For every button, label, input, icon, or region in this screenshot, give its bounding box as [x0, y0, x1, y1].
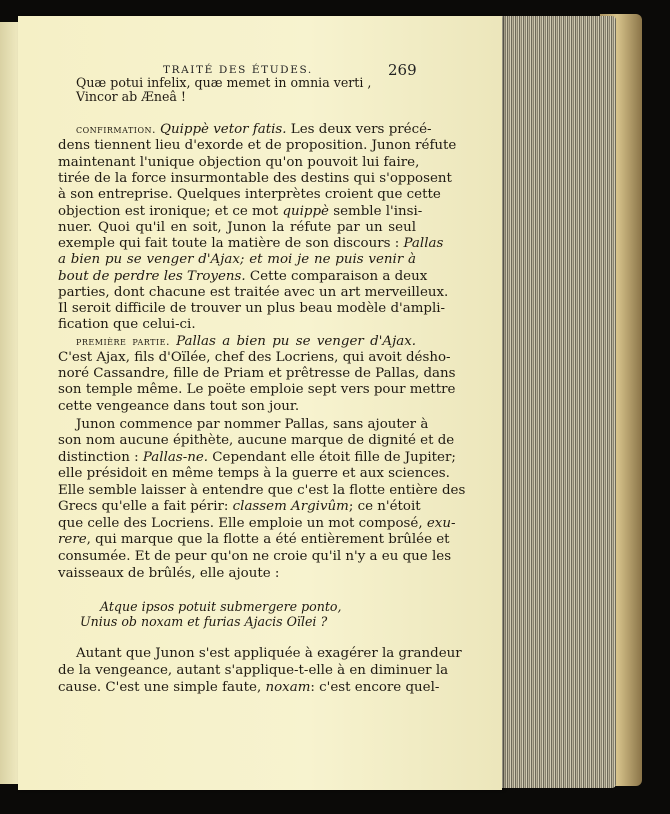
text-line — [58, 465, 450, 483]
text-segment: : c'est encore quel- — [310, 680, 440, 695]
text-segment: Cette comparaison a deux — [245, 269, 428, 284]
italic-text: quippè — [282, 204, 329, 219]
text-segment: noré Cassandre, fille de Priam et prêtresse de Pallas, dans — [58, 366, 456, 381]
text-line — [58, 548, 452, 566]
text-line — [80, 613, 327, 631]
italic-text: rere — [58, 532, 87, 547]
text-line — [58, 679, 440, 697]
text-segment: semble l'insi- — [328, 204, 423, 219]
text-segment: Elle semble laisser à entendre que c'est la flotte entière des — [58, 483, 466, 498]
italic-text: Quippè vetor fatis. — [160, 122, 291, 137]
italic-text: a bien pu se venger d'Ajax; et moi je ne puis venir à — [58, 252, 416, 267]
italic-text: bout de perdre les Troyens. — [58, 269, 246, 284]
text-line — [58, 398, 416, 416]
text-segment: tirée de la force insurmontable des destins qui s'opposent — [58, 171, 452, 186]
text-line — [58, 186, 441, 204]
text-line — [58, 662, 449, 680]
book-page — [18, 16, 502, 790]
text-line — [58, 498, 421, 516]
text-segment: Les deux vers précé- — [290, 122, 432, 137]
text-segment: cette vengeance dans tout son jour. — [58, 399, 300, 414]
text-segment: , qui marque que la flotte a été entièrement brûlée et — [86, 532, 450, 547]
page-number: 269 — [388, 61, 417, 79]
text-segment: dens tiennent lieu d'exorde et de proposition. Junon réfute — [58, 138, 457, 153]
small-caps-heading: première partie. — [76, 335, 177, 348]
running-title: TRAITÉ DES ÉTUDES. — [163, 64, 313, 76]
small-caps-heading: confirmation. — [76, 123, 160, 136]
text-segment: exemple qui fait toute la matière de son discours : — [58, 236, 404, 251]
italic-text: Atque ipsos potuit submergere ponto, — [100, 599, 342, 614]
text-line — [58, 565, 416, 583]
text-segment: que celle des Locriens. Elle emploie un mot composé, — [58, 516, 427, 531]
text-segment: son temple même. Le poëte emploie sept vers pour mettre — [58, 382, 456, 397]
italic-text: Pallas a bien pu se venger d'Ajax. — [176, 334, 417, 349]
text-segment: fication que celui-ci. — [58, 317, 196, 332]
text-segment: elle présidoit en même temps à la guerre et aux sciences. — [58, 466, 450, 481]
text-segment: Quæ potui infelix, quæ memet in omnia verti , — [76, 75, 372, 90]
text-segment: Vincor ab Æneâ ! — [76, 89, 186, 104]
text-line — [58, 531, 450, 549]
text-segment: consumée. Et de peur qu'on ne croie qu'il n'y a eu que les — [58, 549, 452, 564]
text-segment: à son entreprise. Quelques interprètes croient que cette — [58, 187, 441, 202]
text-segment: Junon commence par nommer Pallas, sans ajouter à — [76, 417, 429, 432]
text-line — [58, 381, 456, 399]
text-line — [58, 137, 457, 155]
text-segment: Grecs qu'elle a fait périr: — [58, 499, 233, 514]
italic-text: exu- — [426, 516, 456, 531]
text-segment: de la vengeance, autant s'applique-t-elle à en diminuer la — [58, 663, 449, 678]
text-line — [76, 645, 462, 663]
text-segment: distinction : — [58, 450, 143, 465]
text-segment: son nom aucune épithète, aucune marque de dignité et de — [58, 433, 455, 448]
text-segment: Autant que Junon s'est appliquée à exagérer la grandeur — [76, 646, 462, 661]
text-line — [76, 88, 416, 106]
text-segment: vaisseaux de brûlés, elle ajoute : — [58, 566, 280, 581]
text-line — [58, 251, 416, 269]
text-segment: parties, dont chacune est traitée avec un art merveilleux. — [58, 285, 449, 300]
text-segment: objection est ironique; et ce mot — [58, 204, 283, 219]
text-segment: C'est Ajax, fils d'Oïlée, chef des Locriens, qui avoit désho- — [58, 350, 451, 365]
text-segment: nuer. Quoi qu'il en soit, Junon la réfute par un seul — [58, 220, 416, 235]
text-segment: ; ce n'étoit — [348, 499, 421, 514]
italic-text: Unius ob noxam et furias Ajacis Oïlei ? — [80, 614, 328, 629]
italic-text: Pallas-ne. — [142, 450, 209, 465]
text-segment: maintenant l'unique objection qu'on pouvoit lui faire, — [58, 155, 420, 170]
text-segment: Cependant elle étoit fille de Jupiter; — [208, 450, 456, 465]
italic-text: Pallas — [403, 236, 444, 251]
page-edges-stack — [496, 16, 616, 788]
text-segment: Il seroit difficile de trouver un plus beau modèle d'ampli- — [58, 301, 446, 316]
left-page-edge — [0, 22, 18, 784]
italic-text: noxam — [265, 680, 311, 695]
text-line — [58, 432, 455, 450]
italic-text: classem Argivûm — [232, 499, 349, 514]
text-line — [58, 316, 416, 334]
text-segment: cause. C'est une simple faute, — [58, 680, 266, 695]
